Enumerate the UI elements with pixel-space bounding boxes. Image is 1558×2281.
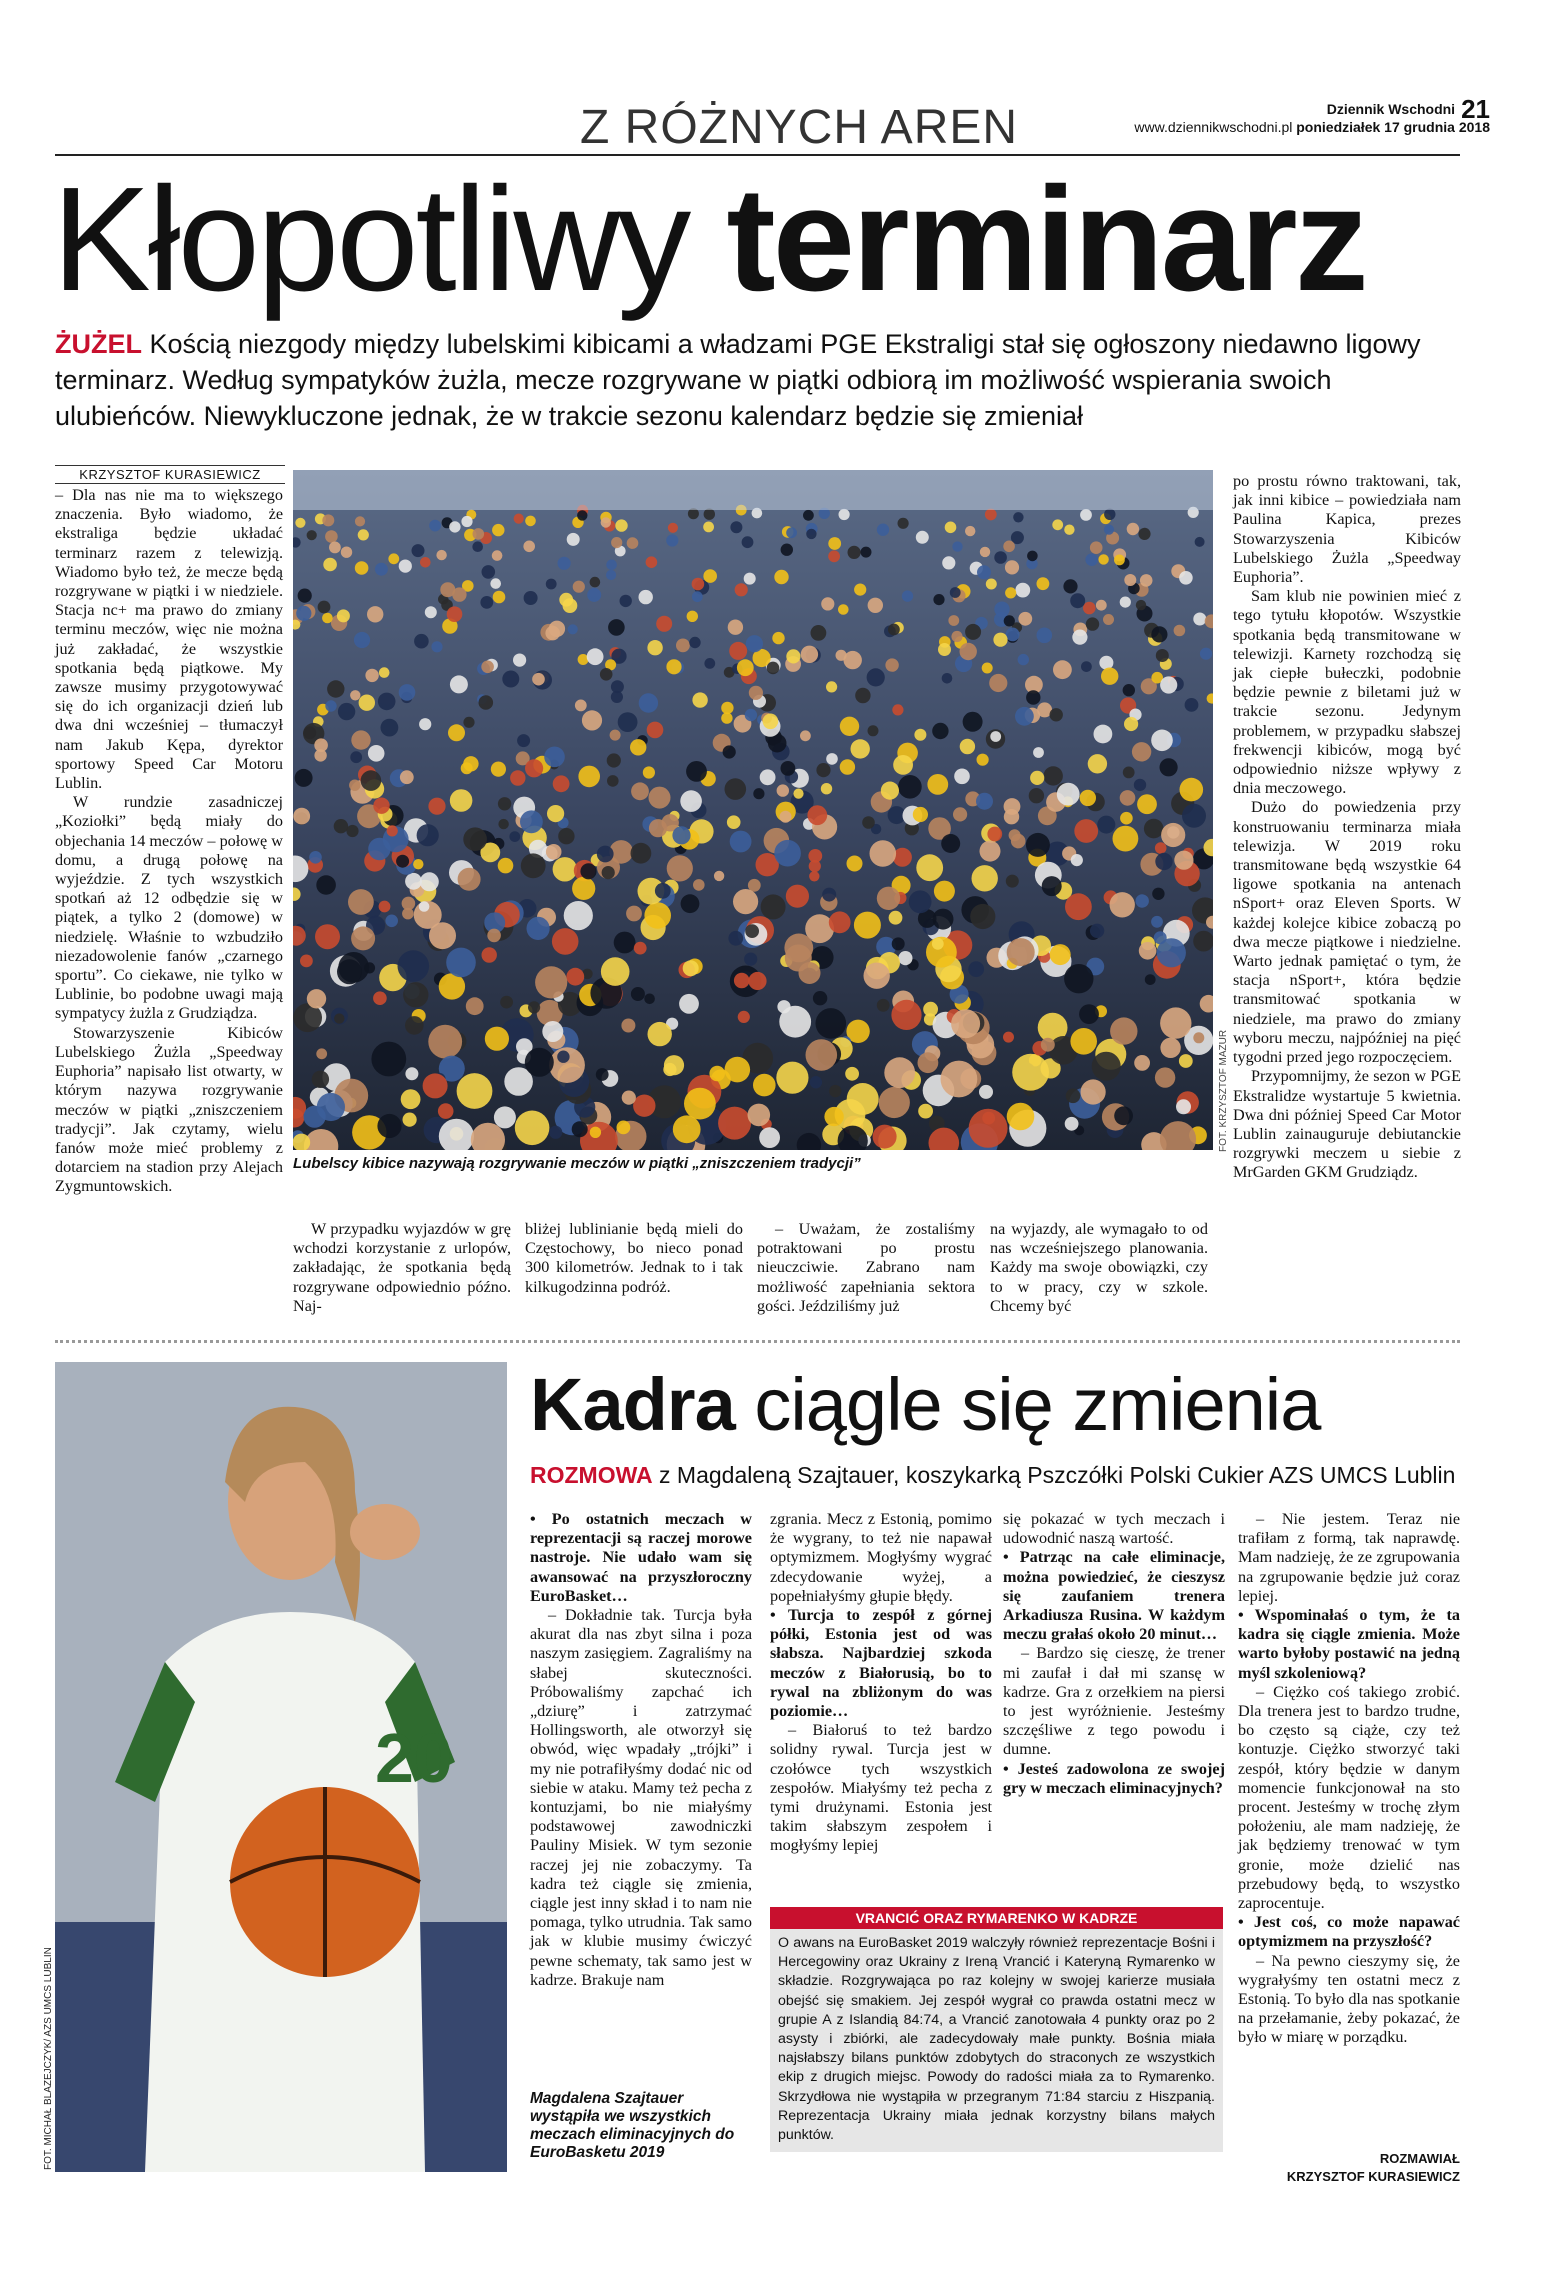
question: • Patrząc na całe eliminacje, można powiedzieć, że cieszysz się zaufaniem trenera Arkadiusza Rusina. W każdym meczu grałaś około 20 minut… xyxy=(1003,1548,1225,1644)
fans-photo xyxy=(293,470,1213,1150)
answer: – Białoruś to też bardzo solidny rywal. Turcja jest w czołówce tych wszystkich zespołów. Miałyśmy też pecha z tymi drużynami. Estonia jest takim słabszym zespołem i mogłyśmy lepiej xyxy=(770,1721,992,1855)
lead-text: z Magdaleną Szajtauer, koszykarką Pszczółki Polski Cukier AZS UMCS Lublin xyxy=(659,1462,1456,1488)
player-illustration xyxy=(55,1362,507,2172)
section-title: Z RÓŻNYCH AREN xyxy=(580,101,1019,154)
article-column-3 xyxy=(525,1220,743,1297)
lead-kicker: ŻUŻEL xyxy=(55,329,142,359)
paragraph: Przypomnijmy, że sezon w PGE Ekstralidze wystartuje 5 kwietnia. Dwa dni później Speed Car Motor Lublin zainauguruje debiutanckie rozgrywki meczem u siebie z MrGarden GKM Grudziądz. xyxy=(1233,1067,1461,1182)
photo-credit-2: FOT. MICHAŁ BLAZEJCZYK/ AZS UMCS LUBLIN xyxy=(43,1947,54,2170)
lead-kicker: ROZMOWA xyxy=(530,1462,653,1488)
article-column-6 xyxy=(1233,472,1461,1183)
interview-headline xyxy=(530,1360,1320,1450)
interview-lead xyxy=(530,1460,1455,1490)
paragraph: – Dla nas nie ma to większego znaczenia. Było wiadomo, że ekstraliga będzie układać terminarz razem z telewizją. Wiadomo było też, że mecze będą rozgrywane w piątki i w niedziele. Stacja nc+ ma prawo do zmiany terminu meczów, więc nie można już zakładać, że wszystkie spotkania będą piątkowe. My zawsze musimy przygotowywać się do ich organizacji dzień lub dwa dni wcześniej – tłumaczył nam Jakub Kępa, dyrektor sportowy Speed Car Motoru Lublin. xyxy=(55,486,283,793)
article-column-1 xyxy=(55,486,283,1197)
sidebar-box-text: O awans na EuroBasket 2019 walczyły również reprezentacje Bośni i Hercegowiny oraz Ukrainy z Ireną Vrancić i Kateryną Rymarenko w składzie. Rozgrywająca po raz kolejny w swojej karierze musiała obejść się smakiem. Jej zespół wygrał co prawda ostatni mecz w grupie A z Islandią 84:74, a Vrancić zanotowała 4 punkty oraz po 2 asysty i zbiórki, ale zadecydowały małe punkty. Bośnia miała najsłabszy bilans punktów zdobytych do straconych ze wszystkich ekip z drugich miejsc. Powody do radości miała za to Rymarenko. Skrzydłowa nie wystąpiła w przegranym 71:84 starciu z Hiszpanią. Reprezentacja Ukrainy miała jednak korzystny bilans małych punktów. xyxy=(778,1935,1215,2144)
answer: się pokazać w tych meczach i udowodnić naszą wartość. xyxy=(1003,1510,1225,1548)
byline: KRZYSZTOF KURASIEWICZ xyxy=(55,465,285,484)
paper-url[interactable]: www.dziennikwschodni.pl xyxy=(1134,119,1293,135)
headline-bold: Kadra xyxy=(530,1363,735,1446)
paragraph: W przypadku wyjazdów w grę wchodzi korzystanie z urlopów, zakładając, że spotkania będą rozgrywane odpowiednio późno. Naj- xyxy=(293,1220,511,1315)
answer: – Bardzo się cieszę, że trener mi zaufał i dał mi szansę w kadrze. Gra z orzełkiem na piersi to jest wyróżnienie. Jesteśmy szczęśliwe z tego powodu i dumne. xyxy=(1003,1644,1225,1759)
signature-name: KRZYSZTOF KURASIEWICZ xyxy=(1286,2169,1460,2184)
answer: – Dokładnie tak. Turcja była akurat dla nas zbyt silna i poza naszym zasięgiem. Zagraliśmy na słabej skuteczności. Próbowaliśmy zapchać ich „dziurę” i zatrzymać Hollingsworth, ale otworzył się obwód, więc wpadały „trójki” i my nie potrafiłyśmy dodać nic od siebie w ataku. Mamy też pecha z kontuzjami, bo nie miałyśmy podstawowej zawodniczki Pauliny Misiek. W tym sezonie raczej jej nie zobaczymy. Ta kadra też ciągle się zmienia, ciągle jest inny skład i to nam nie pomaga, tylko utrudnia. Tak samo jak w klubie musimy ćwiczyć pewne schematy, tak samo jest w kadrze. Brakuje nam xyxy=(530,1606,752,1989)
paragraph: Sam klub nie powinien mieć z tego tytułu kłopotów. Wszystkie spotkania będą transmitowane w telewizji. Karnety rozchodzą się jak ciepłe bułeczki, podobnie będzie pewnie z biletami już w trakcie sezonu. Jedynym problemem, w przypadku słabszej frekwencji kibiców, mogą być odpowiednio niższe wpływy z dnia meczowego. xyxy=(1233,587,1461,798)
article-column-2 xyxy=(293,1220,511,1316)
section-divider xyxy=(55,1340,1460,1343)
answer: – Ciężko coś takiego zrobić. Dla trenera jest to bardzo trudne, bo często są ciąże, czy też kontuzje. Ciężko stworzyć taki zespół, który będzie w danym momencie funkcjonował na sto procent. Jesteśmy w trochę złym położeniu, ale mam nadzieję, że jak będziemy trenować w tym gronie, może dzielić nas przebudowy będą, to wszystko zaprocentuje. xyxy=(1238,1682,1460,1913)
page-number: 21 xyxy=(1461,94,1490,124)
paragraph: po prostu równo traktowani, tak, jak inni kibice – powiedziała nam Paulina Kapica, prezes Stowarzyszenia Kibiców Lubelskiego Żużla „Speedway Euphoria”. xyxy=(1233,472,1461,587)
article-column-4 xyxy=(757,1220,975,1316)
question: • Po ostatnich meczach w reprezentacji są raczej morowe nastroje. Nie udało wam się awansować na przyszłoroczny EuroBasket… xyxy=(530,1510,752,1605)
article-lead xyxy=(55,326,1460,434)
headline-bold: terminarz xyxy=(726,157,1366,322)
header-rule xyxy=(55,154,1460,156)
paragraph: Stowarzyszenie Kibiców Lubelskiego Żużla „Speedway Euphoria” napisało list otwarty, w którym nazywa rozgrywanie meczów w piątki „zniszczeniem tradycji”. Jak czytamy, wielu fanów może mieć problemy z dotarciem na stadion przy Alejach Zygmuntowskich. xyxy=(55,1023,283,1196)
interview-column-2 xyxy=(770,1510,992,1856)
answer: zgrania. Mecz z Estonią, pomimo że wygrany, to też nie napawał optymizmem. Mogłyśmy wygrać zdecydowanie wyżej, a popełniałyśmy głupie błędy. xyxy=(770,1510,992,1605)
photo-caption: Lubelscy kibice nazywają rozgrywanie meczów w piątki „zniszczeniem tradycji” xyxy=(293,1155,861,1172)
paragraph: – Uważam, że zostaliśmy potraktowani po prostu nieuczciwie. Zabrano nam możliwość zapełniania sektora gości. Jeździliśmy już xyxy=(757,1220,975,1315)
signature-role: ROZMAWIAŁ xyxy=(1379,2151,1460,2166)
photo-credit: FOT. KRZYSZTOF MAZUR xyxy=(1218,1029,1229,1152)
question: • Turcja to zespół z górnej półki, Estonia jest od was słabsza. Najbardziej szkoda meczów z Białorusią, bo to rywal na zbliżonym do was poziomie… xyxy=(770,1606,992,1721)
player-photo xyxy=(55,1362,507,2172)
paragraph: Dużo do powiedzenia przy konstruowaniu terminarza miała telewizja. W 2019 roku transmitowane będą wszystkie 64 ligowe spotkania na antenach nSport+ oraz Eleven Sports. W każdej kolejce kibice zobaczą po dwa mecze piątkowe i niedzielne. Warto jednak pamiętać o tym, że stacja nSport+, która będzie transmitować spotkania w niedziele, ma prawo do zmiany wyboru meczu, najpóźniej na pięć tygodni przed jego rozpoczęciem. xyxy=(1233,798,1461,1067)
sidebar-box-title: VRANCIĆ ORAZ RYMARENKO W KADRZE xyxy=(770,1907,1223,1929)
paragraph: bliżej lublinianie będą mieli do Częstochowy, bo nieco ponad 300 kilometrów. Jednak to i tak kilkugodzinna podróż. xyxy=(525,1220,743,1296)
headline-light: ciągle się zmienia xyxy=(754,1363,1321,1446)
interview-column-1 xyxy=(530,1510,752,1990)
question: • Wspominałaś o tym, że ta kadra się ciągle zmienia. Może warto byłoby postawić na jedną myśl szkoleniową? xyxy=(1238,1606,1460,1682)
question: • Jesteś zadowolona ze swojej gry w meczach eliminacyjnych? xyxy=(1003,1759,1225,1797)
sidebar-box xyxy=(770,1907,1223,2152)
headline-light: Kłopotliwy xyxy=(52,157,689,322)
crowd-illustration xyxy=(293,470,1213,1150)
svg-text:20: 20 xyxy=(375,1719,453,1797)
answer: – Nie jestem. Teraz nie trafiłam z formą, tak naprawdę. Mam nadzieję, że ze zgrupowania na zgrupowanie będzie już coraz lepiej. xyxy=(1238,1510,1460,1605)
question: • Jest coś, co może napawać optymizmem na przyszłość? xyxy=(1238,1913,1460,1951)
signature xyxy=(1287,2150,1460,2186)
paragraph: na wyjazdy, ale wymagało to od nas wcześniejszego planowania. Każdy ma swoje obowiązki, czy to w pracy, czy w szkole. Chcemy być xyxy=(990,1220,1208,1315)
page-header-info xyxy=(1134,94,1490,136)
interview-column-4 xyxy=(1238,1510,1460,2048)
answer: – Na pewno cieszymy się, że wygrałyśmy ten ostatni mecz z Estonią. To było dla nas spotkanie na przełamanie, żeby pokazać, że było w miarę w porządku. xyxy=(1238,1951,1460,2047)
paper-name: Dziennik Wschodni xyxy=(1326,101,1456,117)
article-column-5 xyxy=(990,1220,1208,1316)
issue-date: poniedziałek 17 grudnia 2018 xyxy=(1296,119,1490,135)
paragraph: W rundzie zasadniczej „Koziołki” będą miały do objechania 14 meczów – połowę w domu, a drugą połowę na wyjeździe. Z tych wszystkich spotkań aż 12 odbędzie się w piątek, a tylko 2 (domowe) w niedzielę. Właśnie to wzbudziło niezadowolenie fanów „czarnego sportu”. Co ciekawe, nie tylko w Lublinie, bo podobne uwagi mają sympatycy żużla z Grudziądza. xyxy=(55,793,283,1023)
article-headline xyxy=(52,157,1366,322)
lead-text: Kością niezgody między lubelskimi kibicami a władzami PGE Ekstraligi stał się ogłoszony niedawno ligowy terminarz. Według sympatyków żużla, mecze rozgrywane w piątki odbiorą im możliwość wspierania swoich ulubieńców. Niewykluczone jednak, że w trakcie sezonu kalendarz będzie się zmieniał xyxy=(55,329,1421,431)
interview-column-3 xyxy=(1003,1510,1225,1798)
photo-caption-2: Magdalena Szajtauer wystąpiła we wszystkich meczach eliminacyjnych do EuroBasketu 2019 xyxy=(530,2090,735,2161)
